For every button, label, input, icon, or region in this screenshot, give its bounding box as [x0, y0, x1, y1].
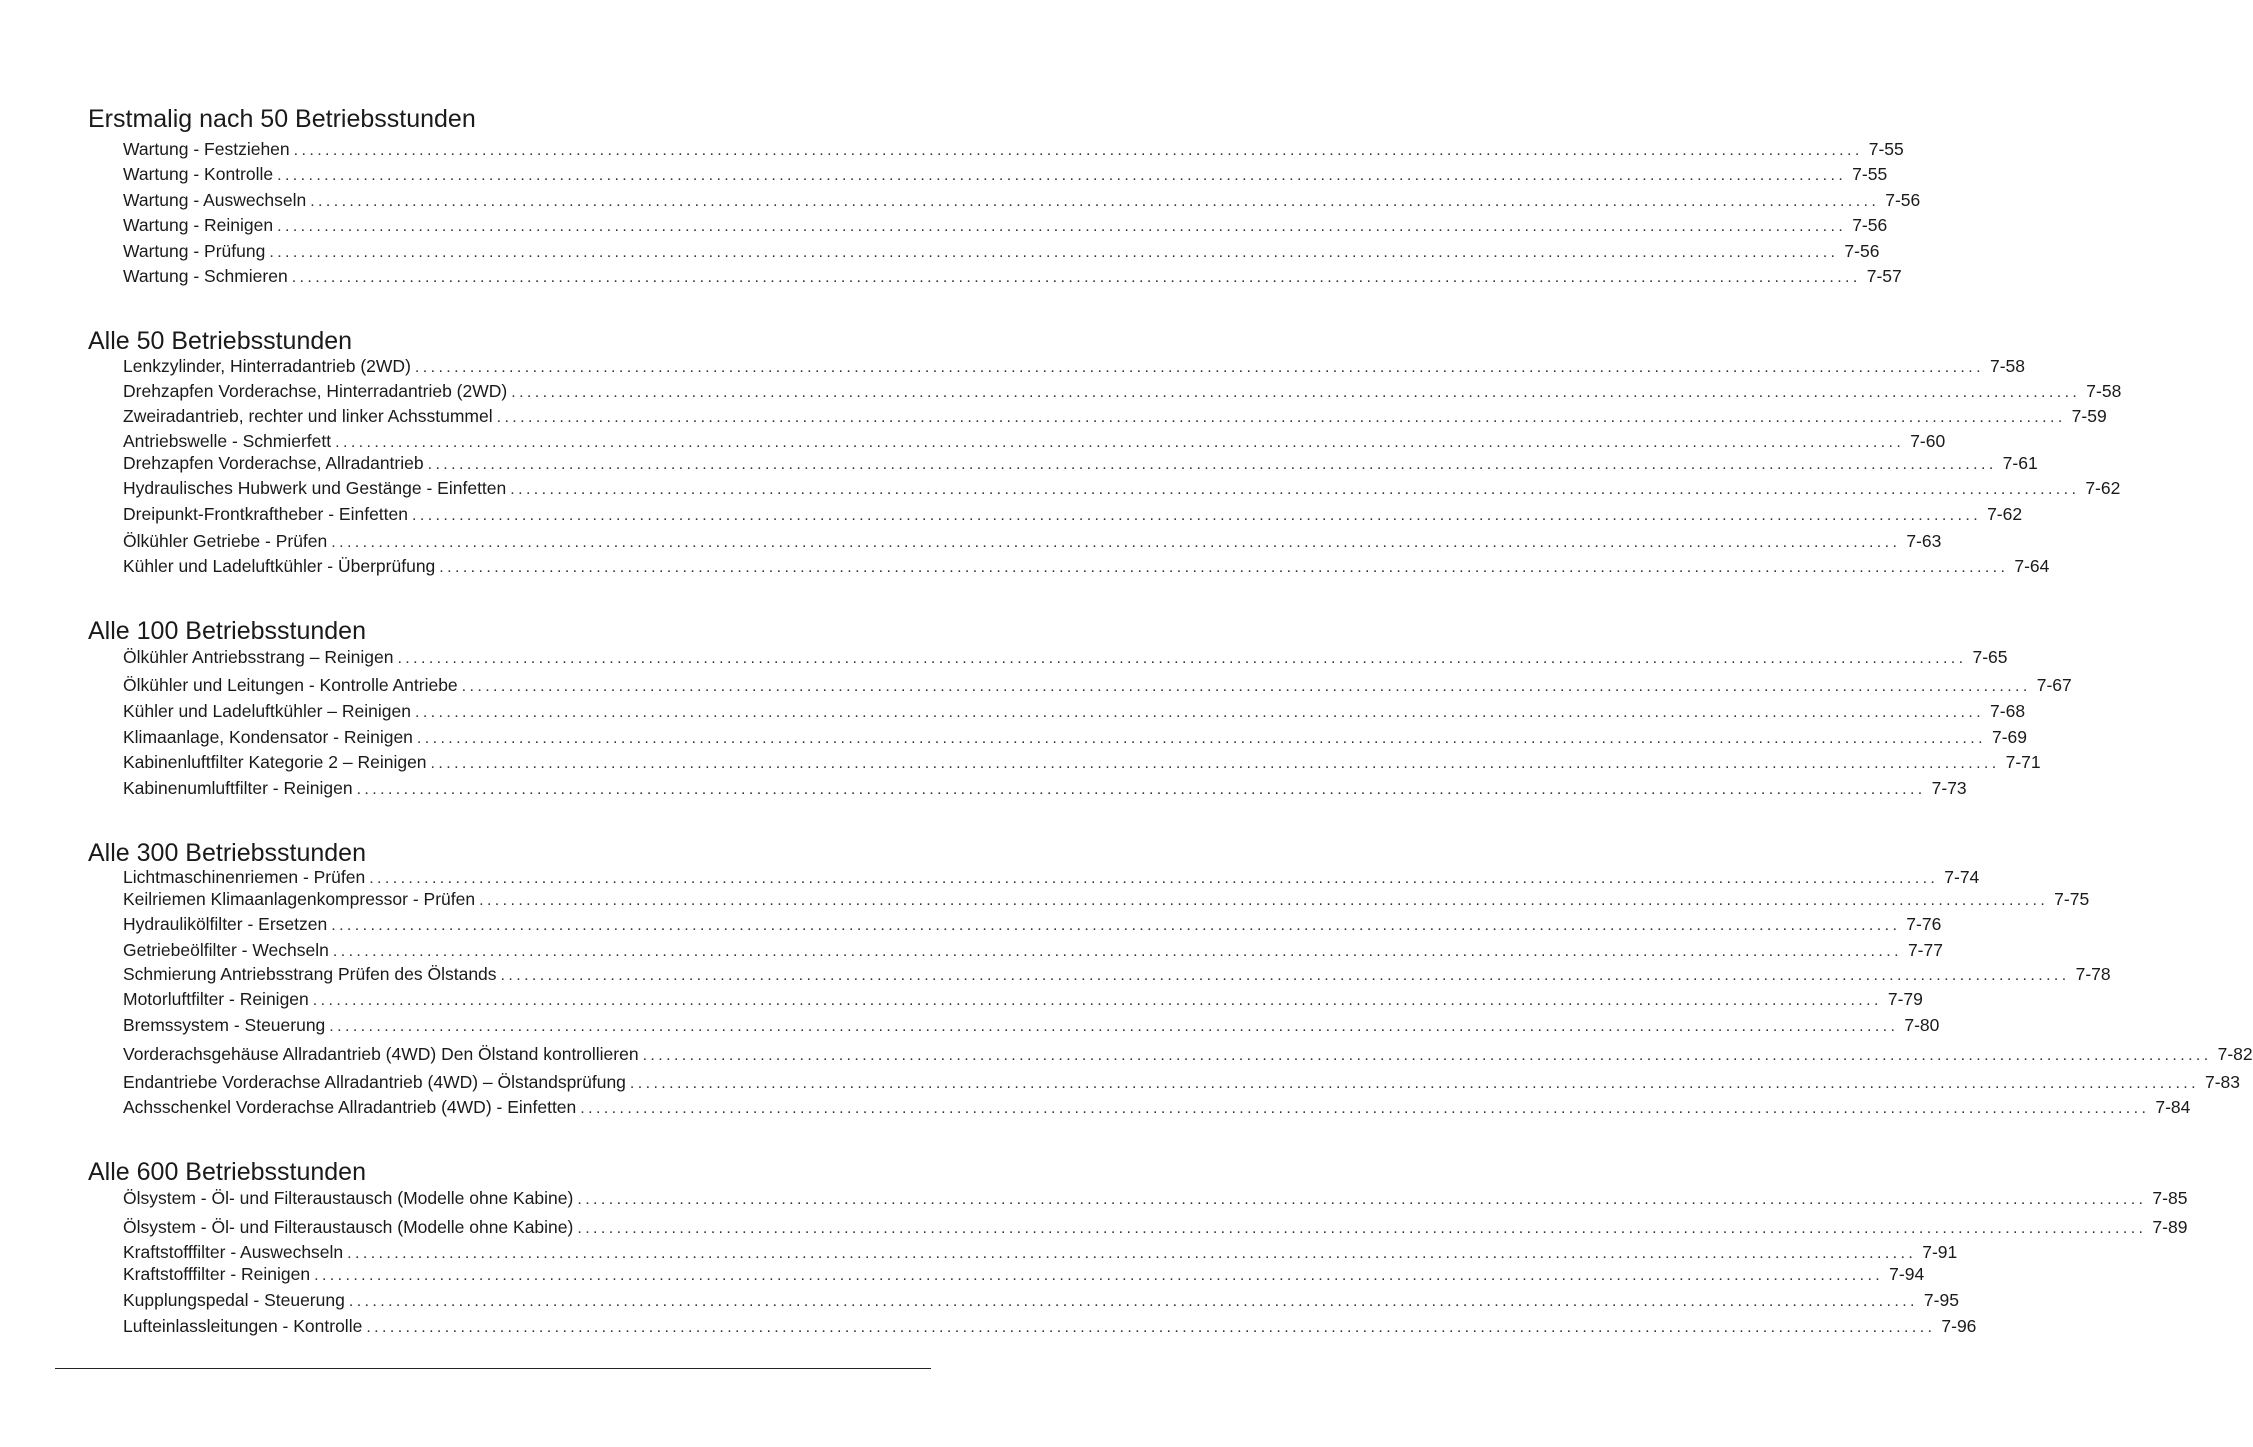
entry-page-number: 7-96 [1941, 1316, 1977, 1336]
toc-entry[interactable] [123, 1043, 2253, 1065]
dot-leader: ........................................................................................................................................................................................................ [277, 167, 1847, 184]
entry-label: Klimaanlage, Kondensator - Reinigen [123, 727, 413, 747]
toc-entry[interactable] [123, 380, 2122, 402]
entry-label: Keilriemen Klimaanlagenkompressor - Prüfen [123, 889, 476, 909]
entry-label: Kraftstofffilter - Reinigen [123, 1264, 311, 1284]
entry-label: Wartung - Festziehen [123, 139, 290, 159]
entry-label: Ölkühler und Leitungen - Kontrolle Antriebe [123, 675, 458, 695]
toc-entry[interactable] [123, 189, 1921, 211]
toc-entry[interactable] [123, 963, 2111, 985]
toc-entry[interactable] [123, 888, 2090, 910]
entry-page-number: 7-55 [1868, 139, 1904, 159]
dot-leader: ........................................................................................................................................................................................................ [366, 1319, 1936, 1336]
dot-leader: ........................................................................................................................................................................................................ [580, 1100, 2150, 1117]
entry-label: Vorderachsgehäuse Allradantrieb (4WD) Den Ölstand kontrollieren [123, 1044, 639, 1064]
entry-page-number: 7-59 [2071, 406, 2107, 426]
dot-leader: ........................................................................................................................................................................................................ [510, 481, 2080, 498]
toc-entry[interactable] [123, 988, 1923, 1010]
section-title: Erstmalig nach 50 Betriebsstunden [88, 105, 476, 133]
dot-leader: ........................................................................................................................................................................................................ [439, 559, 2009, 576]
entry-label: Bremssystem - Steuerung [123, 1015, 326, 1035]
dot-leader: ........................................................................................................................................................................................................ [577, 1220, 2147, 1237]
dot-leader: ........................................................................................................................................................................................................ [461, 678, 2031, 695]
entry-label: Kabinenluftfilter Kategorie 2 – Reinigen [123, 752, 427, 772]
toc-entry[interactable] [123, 265, 1902, 287]
toc-entry[interactable] [123, 1014, 1940, 1036]
entry-label: Ölsystem - Öl- und Filteraustausch (Modelle ohne Kabine) [123, 1188, 574, 1208]
entry-page-number: 7-85 [2152, 1188, 2188, 1208]
dot-leader: ........................................................................................................................................................................................................ [642, 1047, 2212, 1064]
entry-label: Drehzapfen Vorderachse, Hinterradantrieb (2WD) [123, 381, 508, 401]
entry-page-number: 7-91 [1922, 1242, 1958, 1262]
entry-page-number: 7-63 [1906, 531, 1942, 551]
dot-leader: ........................................................................................................................................................................................................ [416, 730, 1986, 747]
dot-leader: ........................................................................................................................................................................................................ [347, 1245, 1917, 1262]
dot-leader: ........................................................................................................................................................................................................ [500, 967, 2070, 984]
dot-leader: ........................................................................................................................................................................................................ [369, 870, 1939, 887]
entry-label: Motorluftfilter - Reinigen [123, 989, 309, 1009]
toc-entry[interactable] [123, 751, 2041, 773]
entry-page-number: 7-94 [1889, 1264, 1925, 1284]
toc-entry[interactable] [123, 866, 1980, 888]
dot-leader: ........................................................................................................................................................................................................ [332, 943, 1902, 960]
toc-entry[interactable] [123, 726, 2027, 748]
entry-page-number: 7-57 [1866, 266, 1902, 286]
entry-page-number: 7-77 [1907, 940, 1943, 960]
entry-page-number: 7-73 [1931, 778, 1967, 798]
entry-page-number: 7-60 [1910, 431, 1946, 451]
entry-label: Wartung - Reinigen [123, 215, 274, 235]
entry-label: Lenkzylinder, Hinterradantrieb (2WD) [123, 356, 411, 376]
entry-page-number: 7-74 [1944, 867, 1980, 887]
entry-page-number: 7-89 [2152, 1217, 2188, 1237]
entry-page-number: 7-58 [2086, 381, 2122, 401]
toc-entry[interactable] [123, 1071, 2241, 1093]
dot-leader: ........................................................................................................................................................................................................ [291, 269, 1861, 286]
dot-leader: ........................................................................................................................................................................................................ [331, 917, 1901, 934]
entry-page-number: 7-56 [1844, 241, 1880, 261]
toc-entry[interactable] [123, 913, 1942, 935]
entry-label: Lufteinlassleitungen - Kontrolle [123, 1316, 363, 1336]
entry-label: Drehzapfen Vorderachse, Allradantrieb [123, 453, 424, 473]
entry-page-number: 7-56 [1885, 190, 1921, 210]
entry-label: Wartung - Prüfung [123, 241, 266, 261]
entry-page-number: 7-64 [2014, 556, 2050, 576]
toc-entry[interactable] [123, 355, 2025, 377]
toc-entry[interactable] [123, 214, 1888, 236]
dot-leader: ........................................................................................................................................................................................................ [414, 704, 1985, 721]
section-title: Alle 300 Betriebsstunden [88, 839, 366, 867]
entry-page-number: 7-75 [2054, 889, 2090, 909]
entry-page-number: 7-68 [1990, 701, 2026, 721]
entry-page-number: 7-79 [1887, 989, 1923, 1009]
dot-leader: ........................................................................................................................................................................................................ [312, 992, 1882, 1009]
footer-divider [55, 1368, 931, 1369]
dot-leader: ........................................................................................................................................................................................................ [310, 193, 1880, 210]
entry-page-number: 7-82 [2217, 1044, 2253, 1064]
toc-entry[interactable] [123, 430, 1946, 452]
section-title: Alle 600 Betriebsstunden [88, 1158, 366, 1186]
toc-entry[interactable] [123, 700, 2026, 722]
toc-entry[interactable] [123, 777, 1967, 799]
entry-label: Ölsystem - Öl- und Filteraustausch (Modelle ohne Kabine) [123, 1217, 574, 1237]
toc-entry[interactable] [123, 1263, 1925, 1285]
entry-page-number: 7-67 [2036, 675, 2072, 695]
toc-entry[interactable] [123, 939, 1943, 961]
toc-entry[interactable] [123, 138, 1904, 160]
dot-leader: ........................................................................................................................................................................................................ [496, 409, 2066, 426]
toc-entry[interactable] [123, 1096, 2191, 1118]
entry-label: Kabinenumluftfilter - Reinigen [123, 778, 353, 798]
entry-label: Dreipunkt-Frontkraftheber - Einfetten [123, 504, 408, 524]
toc-entry[interactable] [123, 1241, 1958, 1263]
toc-entry[interactable] [123, 1187, 2188, 1209]
entry-page-number: 7-61 [2002, 453, 2038, 473]
entry-label: Hydraulisches Hubwerk und Gestänge - Einfetten [123, 478, 507, 498]
section-title: Alle 100 Betriebsstunden [88, 617, 366, 645]
entry-page-number: 7-69 [1991, 727, 2027, 747]
toc-entry[interactable] [123, 503, 2023, 525]
dot-leader: ........................................................................................................................................................................................................ [414, 359, 1984, 376]
dot-leader: ........................................................................................................................................................................................................ [293, 142, 1863, 159]
dot-leader: ........................................................................................................................................................................................................ [412, 507, 1982, 524]
dot-leader: ........................................................................................................................................................................................................ [314, 1267, 1884, 1284]
toc-entry[interactable] [123, 646, 2008, 668]
entry-page-number: 7-83 [2204, 1072, 2241, 1092]
entry-label: Kühler und Ladeluftkühler - Überprüfung [123, 556, 436, 576]
dot-leader: ........................................................................................................................................................................................................ [356, 781, 1926, 798]
entry-label: Getriebeölfilter - Wechseln [123, 940, 329, 960]
toc-entry[interactable] [123, 555, 2050, 577]
entry-label: Wartung - Auswechseln [123, 190, 307, 210]
entry-label: Wartung - Schmieren [123, 266, 288, 286]
toc-entry[interactable] [123, 405, 2107, 427]
entry-page-number: 7-95 [1923, 1290, 1959, 1310]
entry-label: Endantriebe Vorderachse Allradantrieb (4WD) – Ölstandsprüfung [123, 1072, 626, 1092]
toc-entry[interactable] [123, 1216, 2188, 1238]
entry-page-number: 7-62 [1987, 504, 2023, 524]
entry-label: Kühler und Ladeluftkühler – Reinigen [123, 701, 411, 721]
toc-entry[interactable] [123, 1315, 1977, 1337]
toc-entry[interactable] [123, 452, 2038, 474]
section-title: Alle 50 Betriebsstunden [88, 327, 353, 355]
toc-entry[interactable] [123, 530, 1942, 552]
dot-leader: ........................................................................................................................................................................................................ [511, 384, 2081, 401]
dot-leader: ........................................................................................................................................................................................................ [629, 1075, 2199, 1092]
dot-leader: ........................................................................................................................................................................................................ [430, 755, 2000, 772]
dot-leader: ........................................................................................................................................................................................................ [269, 244, 1839, 261]
entry-page-number: 7-71 [2005, 752, 2041, 772]
entry-page-number: 7-56 [1852, 215, 1888, 235]
toc-entry[interactable] [123, 477, 2121, 499]
entry-label: Schmierung Antriebsstrang Prüfen des Ölstands [123, 964, 497, 984]
dot-leader: ........................................................................................................................................................................................................ [277, 218, 1847, 235]
entry-page-number: 7-58 [1989, 356, 2025, 376]
entry-page-number: 7-55 [1852, 164, 1888, 184]
toc-entry[interactable] [123, 240, 1880, 262]
entry-label: Achsschenkel Vorderachse Allradantrieb (4WD) - Einfetten [123, 1097, 577, 1117]
dot-leader: ........................................................................................................................................................................................................ [335, 434, 1905, 451]
entry-label: Wartung - Kontrolle [123, 164, 274, 184]
entry-label: Lichtmaschinenriemen - Prüfen [123, 867, 366, 887]
toc-entry[interactable] [123, 1289, 1959, 1311]
entry-label: Kraftstofffilter - Auswechseln [123, 1242, 344, 1262]
dot-leader: ........................................................................................................................................................................................................ [397, 650, 1967, 667]
entry-label: Hydraulikölfilter - Ersetzen [123, 914, 328, 934]
entry-page-number: 7-84 [2155, 1097, 2191, 1117]
dot-leader: ........................................................................................................................................................................................................ [427, 456, 1997, 473]
entry-page-number: 7-76 [1906, 914, 1942, 934]
entry-label: Ölkühler Getriebe - Prüfen [123, 531, 328, 551]
dot-leader: ........................................................................................................................................................................................................ [348, 1293, 1918, 1310]
entry-page-number: 7-80 [1904, 1015, 1940, 1035]
dot-leader: ........................................................................................................................................................................................................ [331, 534, 1901, 551]
toc-entry[interactable] [123, 674, 2072, 696]
entry-page-number: 7-65 [1972, 647, 2008, 667]
entry-label: Zweiradantrieb, rechter und linker Achsstummel [123, 406, 493, 426]
dot-leader: ........................................................................................................................................................................................................ [329, 1018, 1899, 1035]
entry-label: Antriebswelle - Schmierfett [123, 431, 332, 451]
dot-leader: ........................................................................................................................................................................................................ [577, 1191, 2147, 1208]
entry-label: Ölkühler Antriebsstrang – Reinigen [123, 647, 394, 667]
entry-page-number: 7-78 [2075, 964, 2111, 984]
entry-label: Kupplungspedal - Steuerung [123, 1290, 345, 1310]
dot-leader: ........................................................................................................................................................................................................ [479, 892, 2049, 909]
toc-entry[interactable] [123, 163, 1888, 185]
entry-page-number: 7-62 [2085, 478, 2121, 498]
